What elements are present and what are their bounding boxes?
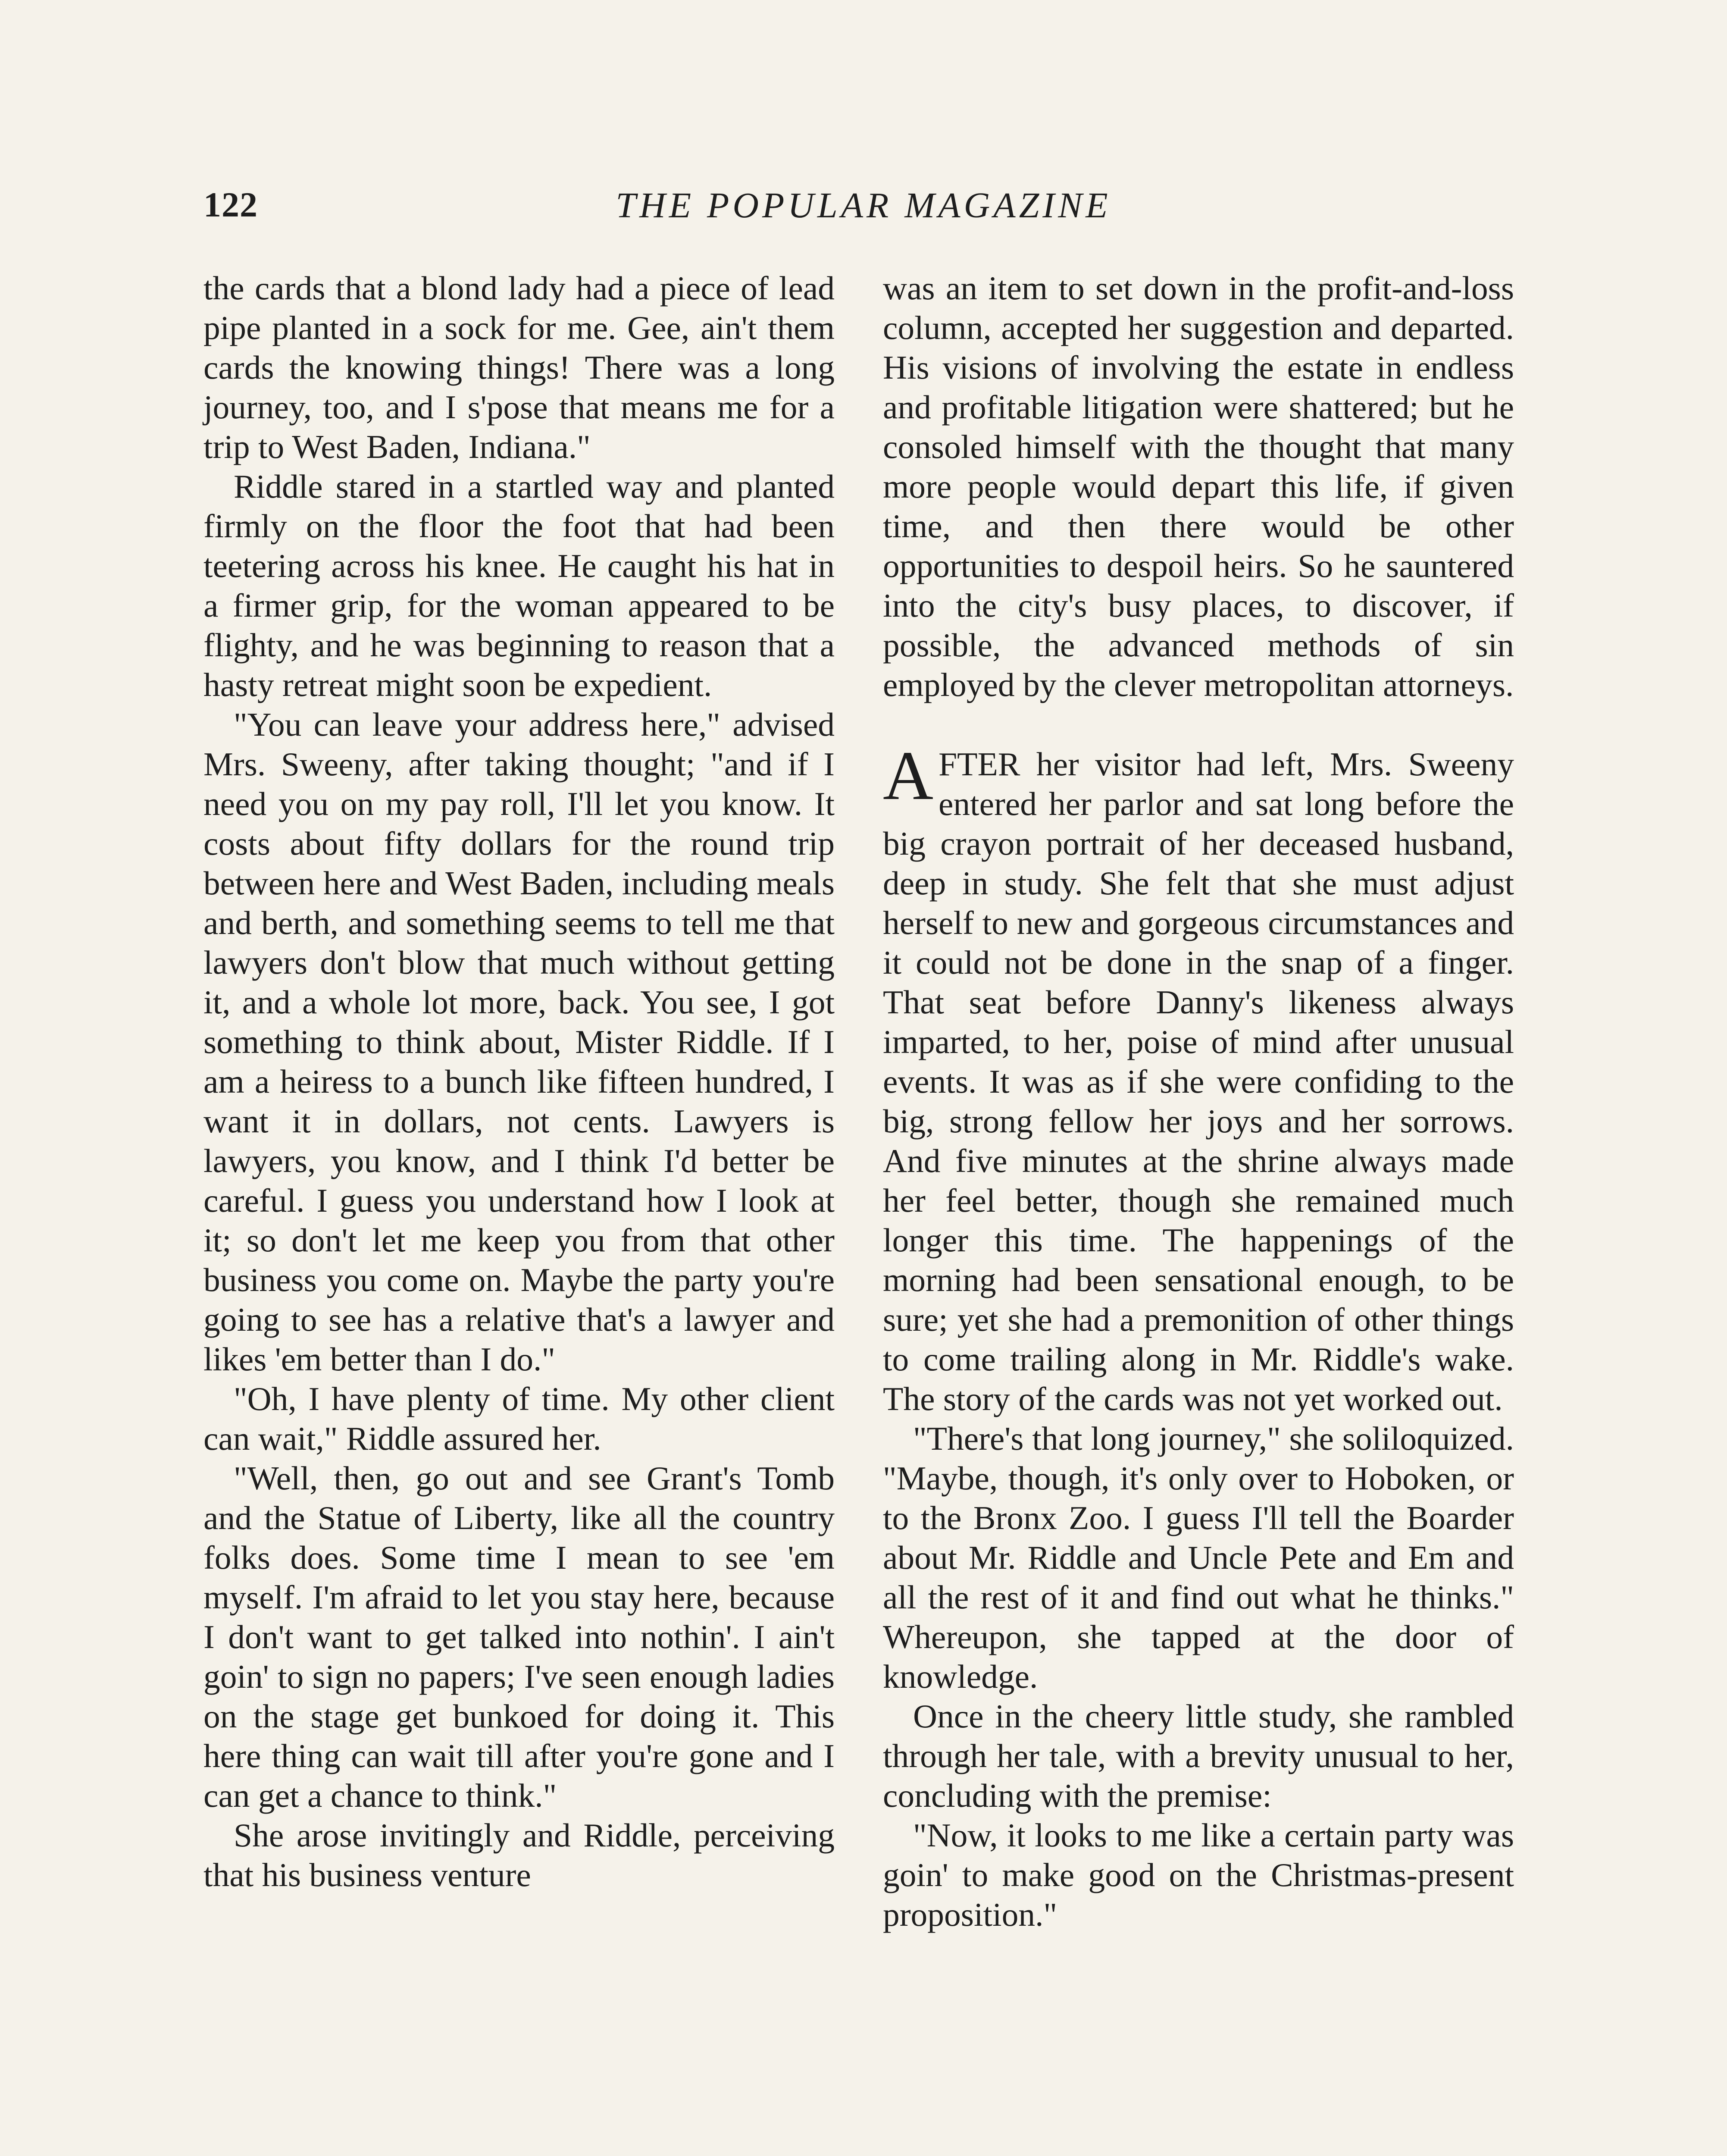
right-column: [883, 268, 1514, 1934]
paragraph: She arose invitingly and Riddle, perceiving that his business venture: [203, 1817, 835, 1893]
left-column: [203, 268, 835, 1895]
paragraph: "There's that long journey," she soliloquized. "Maybe, though, it's only over to Hoboken, or to the Bronx Zoo. I guess I'll tell the Boarder about Mr. Riddle and Uncle Pete and Em and all the rest of it and find out what he thinks." Whereupon, she tapped at the door of knowledge.: [883, 1420, 1514, 1695]
paragraph: "Oh, I have plenty of time. My other client can wait," Riddle assured her.: [203, 1380, 835, 1457]
running-head: THE POPULAR MAGAZINE: [616, 185, 1111, 226]
paragraph: "Well, then, go out and see Grant's Tomb and the Statue of Liberty, like all the country folks does. Some time I mean to see 'em myself. I'm afraid to let you stay here, because I don't want to get talked into nothin'. I ain't goin' to sign no papers; I've seen enough ladies on the stage get bunkoed for doing it. This here thing can wait till after you're gone and I can get a chance to think.": [203, 1460, 835, 1814]
paragraph: Riddle stared in a startled way and planted firmly on the floor the foot that had been teetering across his knee. He caught his hat in a firmer grip, for the woman appeared to be flighty, and he was beginning to reason that a hasty retreat might soon be expedient.: [203, 468, 835, 703]
paragraph: was an item to set down in the profit-and-loss column, accepted her suggestion and departed. His visions of involving the estate in endless and profitable litigation were shattered; but he consoled himself with the thought that many more people would depart this life, if given time, and then there would be other opportunities to despoil heirs. So he sauntered into the city's busy places, to discover, if possible, the advanced methods of sin employed by the clever metropolitan attorneys.: [883, 270, 1514, 703]
section-break: [883, 705, 1514, 744]
paragraph: the cards that a blond lady had a piece of lead pipe planted in a sock for me. Gee, ain't them cards the knowing things! There was a long journey, too, and I s'pose that means me for a trip to West Baden, Indiana.": [203, 270, 835, 465]
section-opening-paragraph: [883, 737, 1514, 1419]
paragraph: "You can leave your address here," advised Mrs. Sweeny, after taking thought; "and if I need you on my pay roll, I'll let you know. It costs about fifty dollars for the round trip between here and West Baden, including meals and berth, and something seems to tell me that lawyers don't blow that much without getting it, and a whole lot more, back. You see, I got something to think about, Mister Riddle. If I am a heiress to a bunch like fifteen hundred, I want it in dollars, not cents. Lawyers is lawyers, you know, and I think I'd better be careful. I guess you understand how I look at it; so don't let me keep you from that other business you come on. Maybe the party you're going to see has a relative that's a lawyer and likes 'em better than I do.": [203, 706, 835, 1378]
drop-cap: A: [883, 737, 933, 815]
section-opening-text: FTER her visitor had left, Mrs. Sweeny entered her parlor and sat long before the big crayon portrait of her deceased husband, deep in study. She felt that she must adjust herself to new and gorgeous circumstances and it could not be done in the snap of a finger. That seat before Danny's likeness always imparted, to her, poise of mind after unusual events. It was as if she were confiding to the big, strong fellow her joys and her sorrows. And five minutes at the shrine always made her feel better, though she remained much longer this time. The happenings of the morning had been sensational enough, to be sure; yet she had a premonition of other things to come trailing along in Mr. Riddle's wake. The story of the cards was not yet worked out.: [883, 746, 1514, 1417]
paragraph: "Now, it looks to me like a certain party was goin' to make good on the Christmas-present proposition.": [883, 1817, 1514, 1933]
page-number: 122: [203, 185, 258, 224]
paragraph: Once in the cheery little study, she rambled through her tale, with a brevity unusual to her, concluding with the premise:: [883, 1698, 1514, 1814]
